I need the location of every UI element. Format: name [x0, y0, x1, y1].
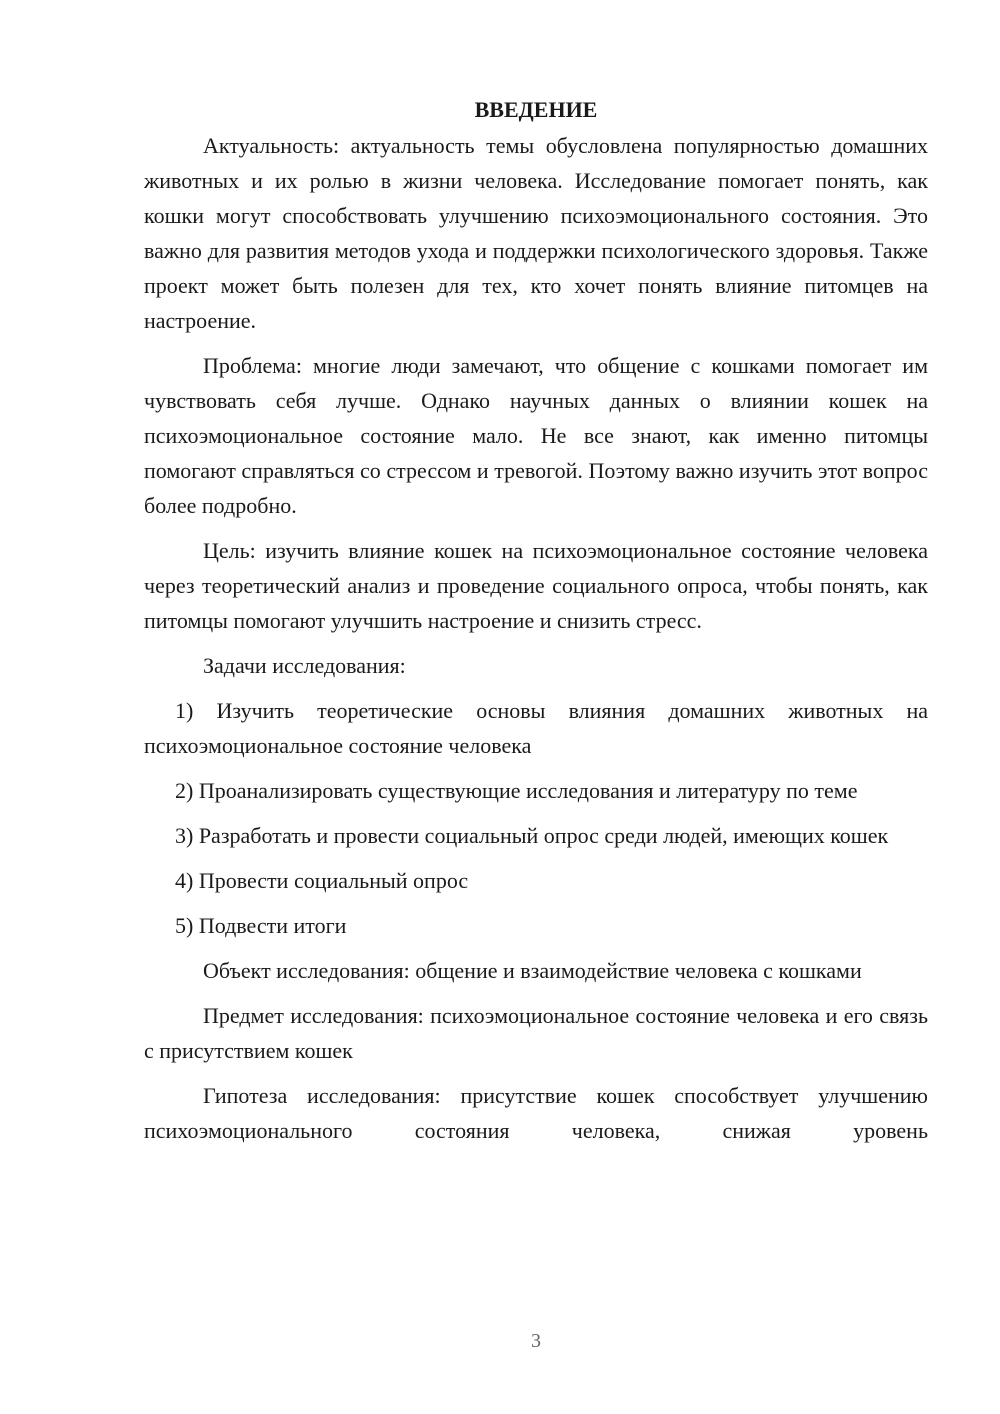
relevance-paragraph: Актуальность: актуальность темы обусловлена популярностью домашних животных и их ролью в жизни человека. Исследование помогает понять, как кошки могут способствовать улучшению психоэмоционального состояния. Это важно для развития методов ухода и поддержки психологического здоровья. Также проект может быть полезен для тех, кто хочет понять влияние питомцев на настроение.: [144, 133, 928, 333]
task-item-4: 4) Провести социальный опрос: [175, 868, 469, 893]
object-paragraph: Объект исследования: общение и взаимодействие человека с кошками: [203, 958, 862, 983]
problem-paragraph: Проблема: многие люди замечают, что общение с кошками помогает им чувствовать себя лучше. Однако научных данных о влиянии кошек на психоэмоциональное состояние мало. Не все знают, как именно питомцы помогают справляться со стрессом и тревогой. Поэтому важно изучить этот вопрос более подробно.: [144, 353, 928, 518]
task-item-1: 1) Изучить теоретические основы влияния домашних животных на психоэмоциональное состояние человека: [144, 698, 928, 758]
page-body: [144, 92, 928, 1148]
hypothesis-paragraph: Гипотеза исследования: присутствие кошек способствует улучшению психоэмоционального состояния человека, снижая уровень: [144, 1083, 928, 1143]
subject-paragraph: Предмет исследования: психоэмоциональное состояние человека и его связь с присутствием кошек: [144, 1003, 928, 1063]
task-item-5: 5) Подвести итоги: [175, 913, 347, 938]
task-item-3: 3) Разработать и провести социальный опрос среди людей, имеющих кошек: [175, 823, 889, 848]
section-title: ВВЕДЕНИЕ: [474, 97, 598, 122]
task-item-2: 2) Проанализировать существующие исследования и литературу по теме: [175, 778, 858, 803]
goal-paragraph: Цель: изучить влияние кошек на психоэмоциональное состояние человека через теоретический анализ и проведение социального опроса, чтобы понять, как питомцы помогают улучшить настроение и снизить стресс.: [144, 538, 928, 633]
page-number: 3: [531, 1330, 541, 1352]
tasks-heading: Задачи исследования:: [203, 653, 406, 678]
